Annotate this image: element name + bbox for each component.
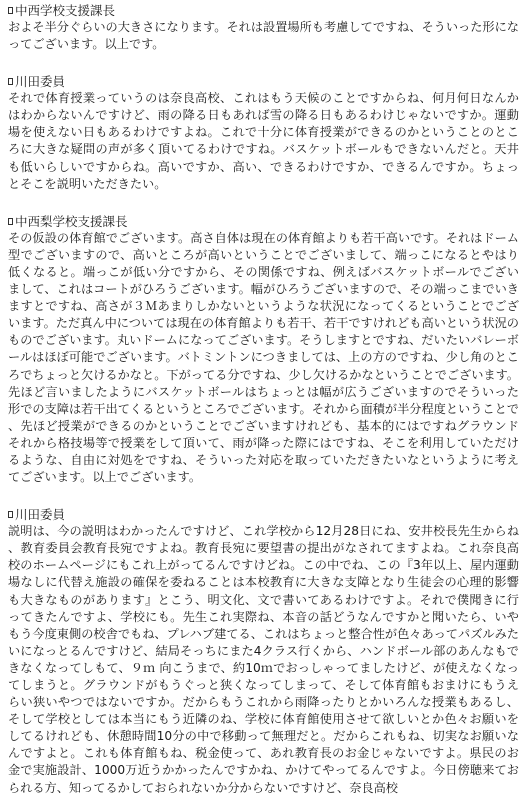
minutes-entry: [8, 506, 519, 797]
speech-text: それで体育授業っていうのは奈良高校、これはもう天候のことですからね、何月何日なんかはわからないんですけど、雨の降る日もあれば雪の降る日もあるわけじゃないですか。運動場を使えない日もあるわけですよね。これで十分に体育授業ができるのかということのところに大きな疑問の声が多く頂いてるわけですね。バスケットボールもできないんだと。天井も低いらしいですからね。高いですか、高い、できるわけですか、できるんですか。ちょっとそこを説明いただきたい。: [8, 91, 519, 191]
speech-text: 説明は、今の説明はわかったんですけど、これ学校から12月28日にね、安井校長先生からね、教育委員会教育長宛ですよね。教育長宛に要望書の提出がなされてますよね。これ奈良高校のホームページにもこれ上がってるんですけどね。この中でね、この『3年以上、屋内運動場なしに代替え施設の確保を委ねることは本校教育に大きな支障となり生徒会の心理的影響も大きなものがあります』とこう、明文化、文で書いてあるわけですよ。それで僕聞きに行ってきたんですよ、学校にも。先生これ実際ね、本音の話どうなんですかと聞いたら、いやもう今度東側の校舎でもね、プレハブ建てる、これはちょっと整合性が色々あってパズルみたいになっとるんですけど、結局そっちにまた4クラス行くから、ハンドボール部のあんなもできなくなってしもて、９ｍ 向こうまで、約10ｍでおっしゃってましたけど、が使えなくなってしまうと。グラウンドがもうぐっと狭くなってしまって、そして体育館もおまけにもうえらい狭いやつではないですか。だからもうこれから雨降ったりとかいろんな授業もあるし、そして学校としては本当にもう近隣のね、学校に体育館使用させて欲しいとか色々お願いをしてるけれども、休憩時間10分の中で移動って無理だと。だからこれもね、切実なお願いなんですよと。これも体育館もね、税金使って、あれ教育長のお金じゃないですよ。県民のお金で実施設計、1000万近うかかったんですかね、かけてやってるんですよ。今日傍聴来ておられる方、知ってるかしておられないか分からないですけど、奈良高校: [8, 524, 520, 795]
speaker-marker-icon: [8, 511, 13, 518]
speaker-heading: [8, 73, 519, 90]
speaker-marker-icon: [8, 78, 13, 85]
speaker-name: 川田委員: [15, 507, 66, 523]
speech-text: その仮設の体育館でございます。高さ自体は現在の体育館よりも若干高いです。それはドーム型でございますので、高いところが高いということでございまして、端っこになるとやはり低くなると。端っこが低い分ですから、その関係ですね、例えばバスケットボールでございまして、これはコートがひろうございます。幅がひろうございますので、その端っこまでいきますとですね、高さが３Ｍあまりしかないというような状況になってくるということでございます。ただ真ん中については現在の体育館よりも若干、若干ですけれども高いという状況のものでございます。丸いドームになってございます。そうしますとですね、だいたいバレーボールはほぼ可能でございます。バトミントンにつきましては、上の方のですね、少し角のところでちょっと欠けるかなと。下がってる分ですね、少し欠けるかなということでございます。先ほど言いましたようにバスケットボールはちょっとは幅が広うございますのでそういった形での支障は若干出てくるというところでございます。それから面積が半分程度ということで、先ほど授業ができるのかということでございますけれども、基本的にはですねグラウンドそれから格技場等で授業をして頂いて、雨が降った際にはですね、そこを利用していただけるような、自由に対処をですね、そういった対応を取っていただきたいなというように考えてございます。以上でございます。: [8, 230, 519, 485]
minutes-entry: [8, 73, 519, 193]
speaker-name: 中西学校支援課長: [15, 3, 116, 18]
speaker-marker-icon: [8, 7, 13, 14]
minutes-entry: [8, 213, 519, 486]
speaker-marker-icon: [8, 218, 13, 225]
speaker-heading: [8, 2, 519, 19]
speaker-name: 川田委員: [15, 74, 66, 90]
speech-text: およそ半分ぐらいの大きさになります。それは設置場所も考慮してですね、そういった形になってございます。以上です。: [8, 20, 519, 52]
speaker-heading: [8, 506, 519, 523]
speaker-heading: [8, 213, 519, 230]
speaker-name: 中西梨学校支援課長: [15, 213, 128, 229]
minutes-entry: [8, 2, 519, 53]
